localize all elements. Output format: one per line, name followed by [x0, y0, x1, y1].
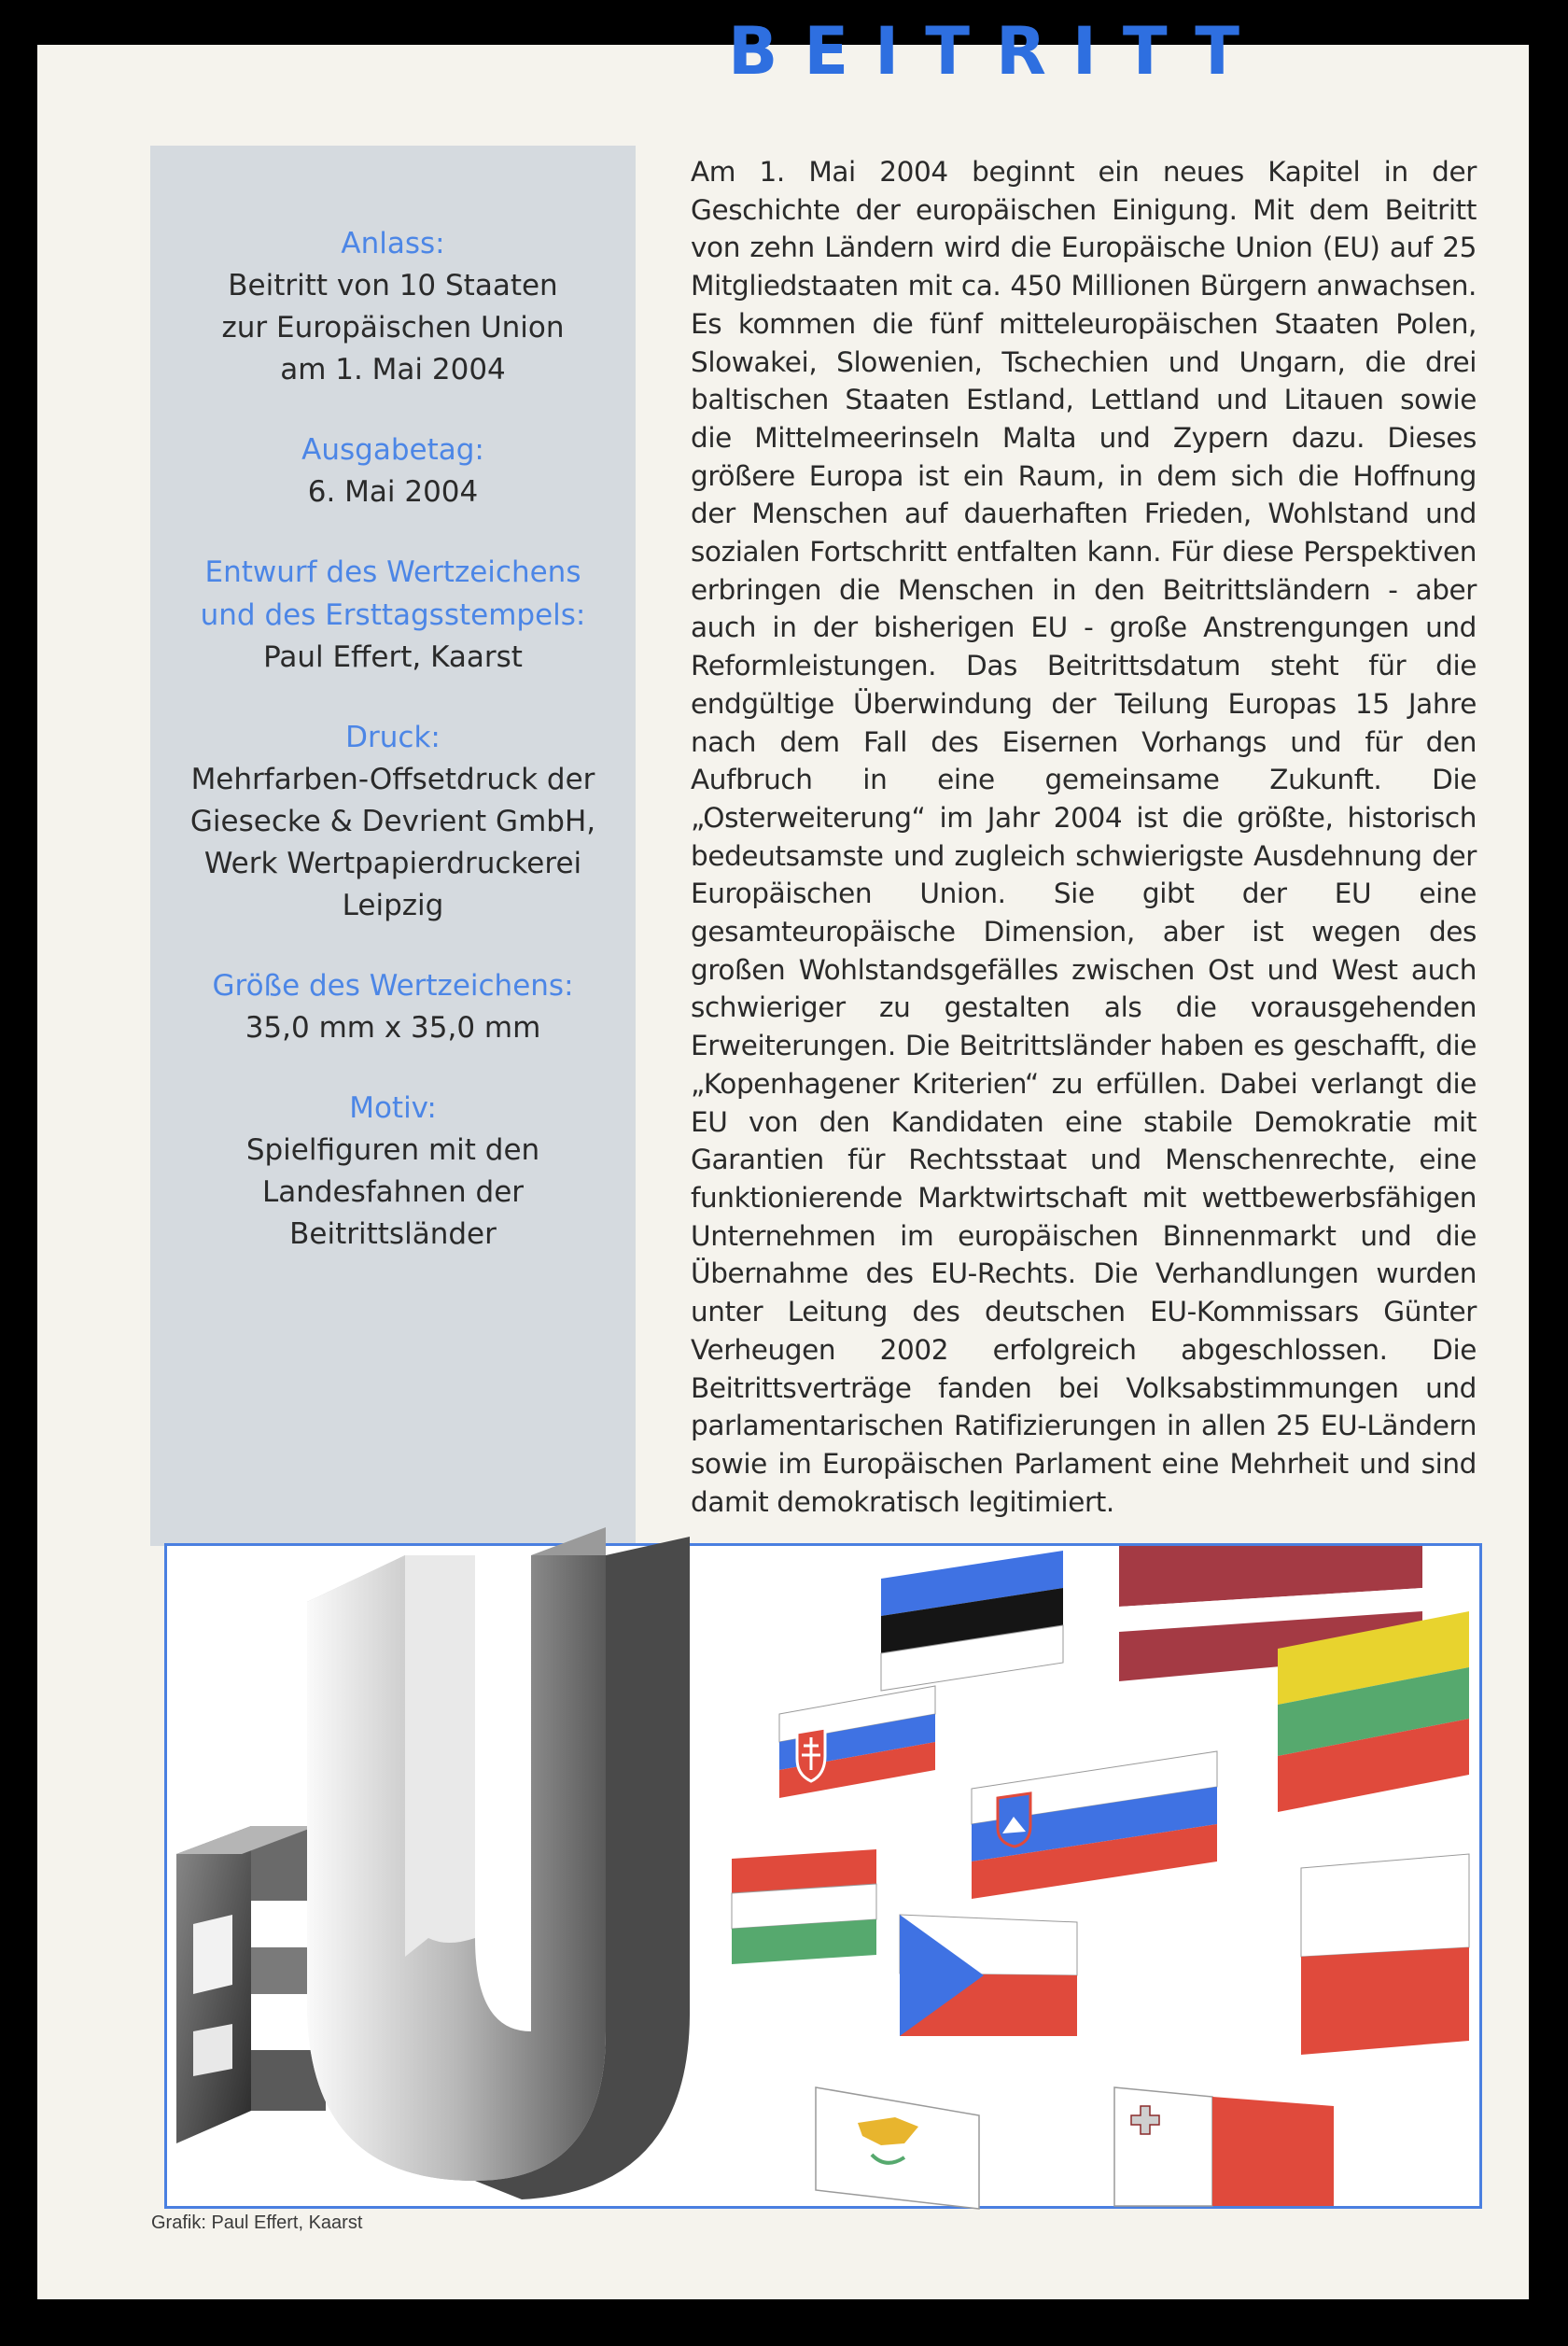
- flag-poland: [1301, 1854, 1469, 2055]
- sidebar-section-anlass: [150, 222, 636, 391]
- sidebar-heading: Größe des Wertzeichens:: [212, 969, 574, 1003]
- flag-malta: [1114, 2087, 1334, 2206]
- sidebar-value: 35,0 mm x 35,0 mm: [245, 1011, 541, 1045]
- eu-letter-e: [176, 1826, 326, 2143]
- flag-slovakia: [779, 1686, 935, 1798]
- header-fragment: BEITRITT: [728, 13, 1267, 90]
- flag-hungary: [732, 1849, 876, 1964]
- flag-cyprus: [816, 2087, 979, 2209]
- article-body-text: Am 1. Mai 2004 beginnt ein neues Kapitel in der Geschichte der europäischen Einigung. Mit dem Beitritt von zehn Ländern wird die Europäische Union (EU) auf 25 Mitgliedstaaten mit ca. 450 Millionen Bürgern anwachsen. Es kommen die fünf mitteleuropäischen Staaten Polen, Slowakei, Slowenien, Tschechien und Ungarn, die drei baltischen Staaten Estland, Lettland und Litauen sowie die Mittelmeerinseln Malta und Zypern dazu. Dieses größere Europa ist ein Raum, in dem sich die Hoffnung der Menschen auf dauerhaften Frieden, Wohlstand und sozialen Fortschritt entfalten kann. Für diese Perspektiven erbringen die Menschen in den Beitrittsländern - aber auch in der bisherigen EU - große Anstrengungen und Reformleistungen. Das Beitrittsdatum steht für die endgültige Überwindung der Teilung Europas 15 Jahre nach dem Fall des Eisernen Vorhangs und für den Aufbruch in eine gemeinsame Zukunft. Die „Osterweiterung“ im Jahr 2004 ist die größte, historisch bedeutsamste und zugleich schwierigste Ausdehnung der Europäischen Union. Sie gibt der EU eine gesamteuropäische Dimension, aber ist wegen des großen Wohlstandsgefälles zwischen Ost und West auch schwieriger zu gestalten als die vorausgehenden Erweiterungen. Die Beitrittsländer haben es geschafft, die „Kopenhagener Kriterien“ zu erfüllen. Dabei verlangt die EU von den Kandidaten eine stabile Demokratie mit Garantien für Rechtsstaat und Menschenrechte, eine funktionierende Marktwirtschaft mit wettbewerbsfähigen Unternehmen im europäischen Binnenmarkt und die Übernahme des EU-Rechts. Die Verhandlungen wurden unter Leitung des deutschen EU-Kommissars Günter Verheugen 2002 erfolgreich abgeschlossen. Die Beitrittsverträge fanden bei Volksabstimmungen und parlamentarischen Ratifizierungen in allen 25 EU-Ländern sowie im Europäischen Parlament eine Mehrheit und sind damit demokratisch legitimiert.: [691, 156, 1477, 1518]
- sidebar-value: 6. Mai 2004: [307, 475, 479, 509]
- sidebar-section-groesse: [150, 964, 636, 1049]
- sidebar-section-motiv: [150, 1087, 636, 1256]
- sidebar-value: Beitritt von 10 Staaten zur Europäischen Union am 1. Mai 2004: [221, 269, 565, 386]
- flag-slovenia: [972, 1751, 1217, 1899]
- eu-letter-u: [307, 1527, 690, 2199]
- sidebar-section-druck: [150, 716, 636, 927]
- sidebar-value: Paul Effert, Kaarst: [263, 640, 523, 674]
- brochure-page: [37, 13, 1529, 2299]
- graphic-caption: Grafik: Paul Effert, Kaarst: [151, 2213, 363, 2233]
- eu-flags-graphic: [164, 1543, 1482, 2209]
- sidebar-heading: Motiv:: [349, 1091, 437, 1125]
- sidebar-heading: Entwurf des Wertzeichens und des Ersttagsstempels:: [200, 555, 586, 632]
- sidebar-value: Spielfiguren mit den Landesfahnen der Beitrittsländer: [245, 1133, 540, 1251]
- sidebar-value: Mehrfarben-Offsetdruck der Giesecke & Devrient GmbH, Werk Wertpapierdruckerei Leipzig: [189, 763, 596, 922]
- flag-estonia: [881, 1551, 1063, 1691]
- sidebar-heading: Druck:: [345, 721, 441, 754]
- sidebar-section-ausgabetag: [150, 428, 636, 513]
- sidebar-heading: Ausgabetag:: [301, 433, 484, 467]
- sidebar-section-entwurf: [150, 551, 636, 679]
- sidebar-heading: Anlass:: [341, 227, 445, 260]
- eu-flags-illustration: [167, 1546, 1479, 2206]
- flag-czech-republic: [900, 1915, 1077, 2036]
- info-sidebar-content: [150, 222, 636, 1293]
